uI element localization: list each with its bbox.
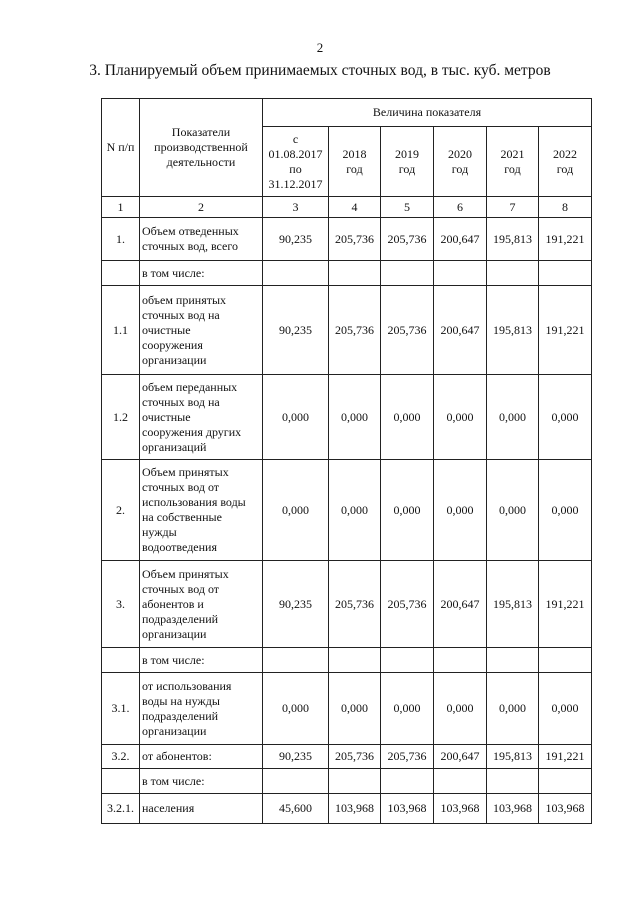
value-cell: 195,813 [487, 561, 539, 648]
row-number-cell: 3.2.1. [102, 794, 140, 824]
indicator-name-cell [140, 561, 263, 648]
value-cell: 200,647 [434, 218, 487, 261]
value-cell [381, 261, 434, 286]
indicator-name-line: сточных вод на [142, 394, 220, 409]
value-cell [487, 261, 539, 286]
indicator-name-line: от использования [142, 678, 232, 693]
value-cell: 205,736 [329, 561, 381, 648]
value-cell: 90,235 [263, 286, 329, 375]
column-number-cell: 6 [434, 197, 487, 218]
value-cell: 205,736 [381, 218, 434, 261]
value-cell: 0,000 [381, 375, 434, 460]
value-cell: 45,600 [263, 794, 329, 824]
indicator-name-line: очистные [142, 322, 191, 337]
indicator-name-line: объем переданных [142, 379, 238, 394]
value-cell: 191,221 [539, 286, 592, 375]
table-row [102, 769, 592, 794]
value-cell: 200,647 [434, 561, 487, 648]
indicator-name-line: сточных вод, всего [142, 239, 238, 253]
column-number-cell: 7 [487, 197, 539, 218]
period-header-line: год [398, 161, 416, 176]
row-number-cell: 2. [102, 460, 140, 561]
value-cell [329, 261, 381, 286]
period-header-line: с [292, 131, 299, 146]
value-cell: 0,000 [539, 460, 592, 561]
period-header-line: по [289, 161, 302, 176]
indicator-name-line: сооружения других [142, 424, 242, 439]
period-header-line: 2020 [448, 146, 472, 161]
value-cell: 0,000 [539, 673, 592, 745]
indicator-name-line: очистные [142, 409, 191, 424]
value-cell: 205,736 [329, 745, 381, 769]
table-row [102, 648, 592, 673]
value-cell: 0,000 [487, 460, 539, 561]
value-cell [329, 769, 381, 794]
column-number-cell: 3 [263, 197, 329, 218]
indicator-name-line: сооружения [142, 337, 203, 352]
value-cell [263, 648, 329, 673]
indicator-name-line: сточных вод от [142, 480, 220, 494]
indicator-name-line: Объем отведенных [142, 224, 239, 238]
row-number-cell: 3.2. [102, 745, 140, 769]
value-cell: 191,221 [539, 745, 592, 769]
value-cell: 0,000 [434, 460, 487, 561]
period-header-6 [539, 127, 592, 197]
value-cell: 200,647 [434, 286, 487, 375]
value-cell [434, 648, 487, 673]
column-number-cell: 4 [329, 197, 381, 218]
indicator-name-line: использования воды [142, 495, 246, 509]
column-number-cell: 5 [381, 197, 434, 218]
value-cell [434, 261, 487, 286]
value-cell [539, 769, 592, 794]
value-cell: 191,221 [539, 561, 592, 648]
column-number-cell: 1 [102, 197, 140, 218]
indicator-name-line: организации [142, 626, 207, 641]
indicator-name-line: на собственные [142, 510, 222, 524]
value-cell [539, 648, 592, 673]
indicator-name-line: организации [142, 723, 207, 738]
num-header: N п/п [102, 99, 140, 197]
row-number-cell: 1.2 [102, 375, 140, 460]
wastewater-volume-table [101, 98, 592, 824]
value-cell: 0,000 [434, 673, 487, 745]
value-cell [487, 648, 539, 673]
value-cell: 205,736 [381, 286, 434, 375]
table-row [102, 673, 592, 745]
period-header-line: год [451, 161, 469, 176]
indicator-name-cell [140, 261, 263, 286]
indicator-name-line: в том числе: [142, 265, 205, 280]
indicator-name-line: нужды [142, 525, 177, 539]
period-header-2 [329, 127, 381, 197]
period-header-4 [434, 127, 487, 197]
indicator-name-line: в том числе: [142, 773, 205, 788]
indicator-name-line: объем принятых [142, 292, 227, 307]
indicator-name-line: в том числе: [142, 652, 205, 667]
value-cell: 0,000 [434, 375, 487, 460]
value-cell: 0,000 [329, 673, 381, 745]
period-header-line: год [346, 161, 363, 176]
indicator-name-line: сточных вод на [142, 307, 220, 322]
value-cell: 205,736 [329, 286, 381, 375]
document-title: 3. Планируемый объем принимаемых сточных вод, в тыс. куб. метров [89, 62, 551, 79]
value-cell: 90,235 [263, 561, 329, 648]
indicator-name-cell [140, 218, 263, 261]
period-header-line: 2022 [553, 146, 577, 161]
indicator-name-cell [140, 286, 263, 375]
value-cell: 195,813 [487, 745, 539, 769]
value-cell: 0,000 [381, 673, 434, 745]
indicator-name-cell [140, 460, 263, 561]
indicator-name-cell [140, 673, 263, 745]
period-header-5 [487, 127, 539, 197]
value-cell: 0,000 [263, 673, 329, 745]
table-row [102, 375, 592, 460]
indicator-name-line: абонентов и [142, 596, 204, 611]
row-number-cell [102, 648, 140, 673]
indicator-header: Показатели производственной деятельности [140, 99, 263, 197]
period-header-line: год [556, 161, 574, 176]
value-cell: 0,000 [263, 460, 329, 561]
period-header-line: 2021 [500, 146, 525, 161]
indicator-name-cell [140, 769, 263, 794]
value-cell [381, 648, 434, 673]
value-cell: 200,647 [434, 745, 487, 769]
period-header-1 [263, 127, 329, 197]
page-number: 2 [316, 40, 324, 55]
value-cell: 103,968 [487, 794, 539, 824]
value-header: Величина показателя [263, 99, 592, 127]
indicator-name-cell [140, 794, 263, 824]
period-header-line: год [504, 161, 521, 176]
value-cell [263, 769, 329, 794]
value-cell [434, 769, 487, 794]
value-cell [263, 261, 329, 286]
indicator-name-line: подразделений [142, 708, 219, 723]
value-cell: 0,000 [263, 375, 329, 460]
value-cell [329, 648, 381, 673]
table-row [102, 561, 592, 648]
table-row [102, 745, 592, 769]
value-cell: 103,968 [381, 794, 434, 824]
value-cell: 103,968 [539, 794, 592, 824]
period-header-line: 2019 [395, 146, 419, 161]
value-cell: 0,000 [487, 375, 539, 460]
table-row [102, 286, 592, 375]
indicator-name-line: водоотведения [142, 540, 217, 554]
value-cell: 205,736 [329, 218, 381, 261]
row-number-cell [102, 769, 140, 794]
value-cell: 0,000 [539, 375, 592, 460]
column-number-row [102, 197, 592, 218]
indicator-name-line: подразделений [142, 611, 219, 626]
value-cell: 90,235 [263, 745, 329, 769]
value-cell [487, 769, 539, 794]
value-cell: 0,000 [329, 460, 381, 561]
value-cell: 0,000 [329, 375, 381, 460]
period-header-line: 2018 [342, 146, 367, 161]
value-cell: 205,736 [381, 745, 434, 769]
indicator-name-cell [140, 648, 263, 673]
period-header-3 [381, 127, 434, 197]
indicator-name-line: сточных вод от [142, 581, 220, 596]
period-header-line: 31.12.2017 [268, 176, 323, 191]
indicator-name-line: населения [142, 801, 195, 815]
value-cell: 0,000 [381, 460, 434, 561]
table-row [102, 218, 592, 261]
value-cell: 103,968 [329, 794, 381, 824]
column-number-cell: 2 [140, 197, 263, 218]
row-number-cell: 3. [102, 561, 140, 648]
table-row [102, 460, 592, 561]
value-cell: 90,235 [263, 218, 329, 261]
indicator-name-line: от абонентов: [142, 749, 212, 763]
row-number-cell: 1. [102, 218, 140, 261]
value-cell: 103,968 [434, 794, 487, 824]
indicator-name-cell [140, 375, 263, 460]
value-cell [381, 769, 434, 794]
indicator-name-line: воды на нужды [142, 693, 220, 708]
table-row [102, 794, 592, 824]
indicator-name-line: Объем принятых [142, 566, 229, 581]
row-number-cell: 1.1 [102, 286, 140, 375]
period-header-line: 01.08.2017 [268, 146, 323, 161]
value-cell: 191,221 [539, 218, 592, 261]
row-number-cell [102, 261, 140, 286]
indicator-name-line: организаций [142, 439, 207, 454]
indicator-name-line: организации [142, 352, 207, 367]
table-row [102, 261, 592, 286]
indicator-name-line: Объем принятых [142, 465, 229, 479]
row-number-cell: 3.1. [102, 673, 140, 745]
column-number-cell: 8 [539, 197, 592, 218]
value-cell: 205,736 [381, 561, 434, 648]
value-cell: 0,000 [487, 673, 539, 745]
value-cell: 195,813 [487, 286, 539, 375]
header-row-top [102, 99, 592, 127]
value-cell: 195,813 [487, 218, 539, 261]
value-cell [539, 261, 592, 286]
indicator-name-cell [140, 745, 263, 769]
